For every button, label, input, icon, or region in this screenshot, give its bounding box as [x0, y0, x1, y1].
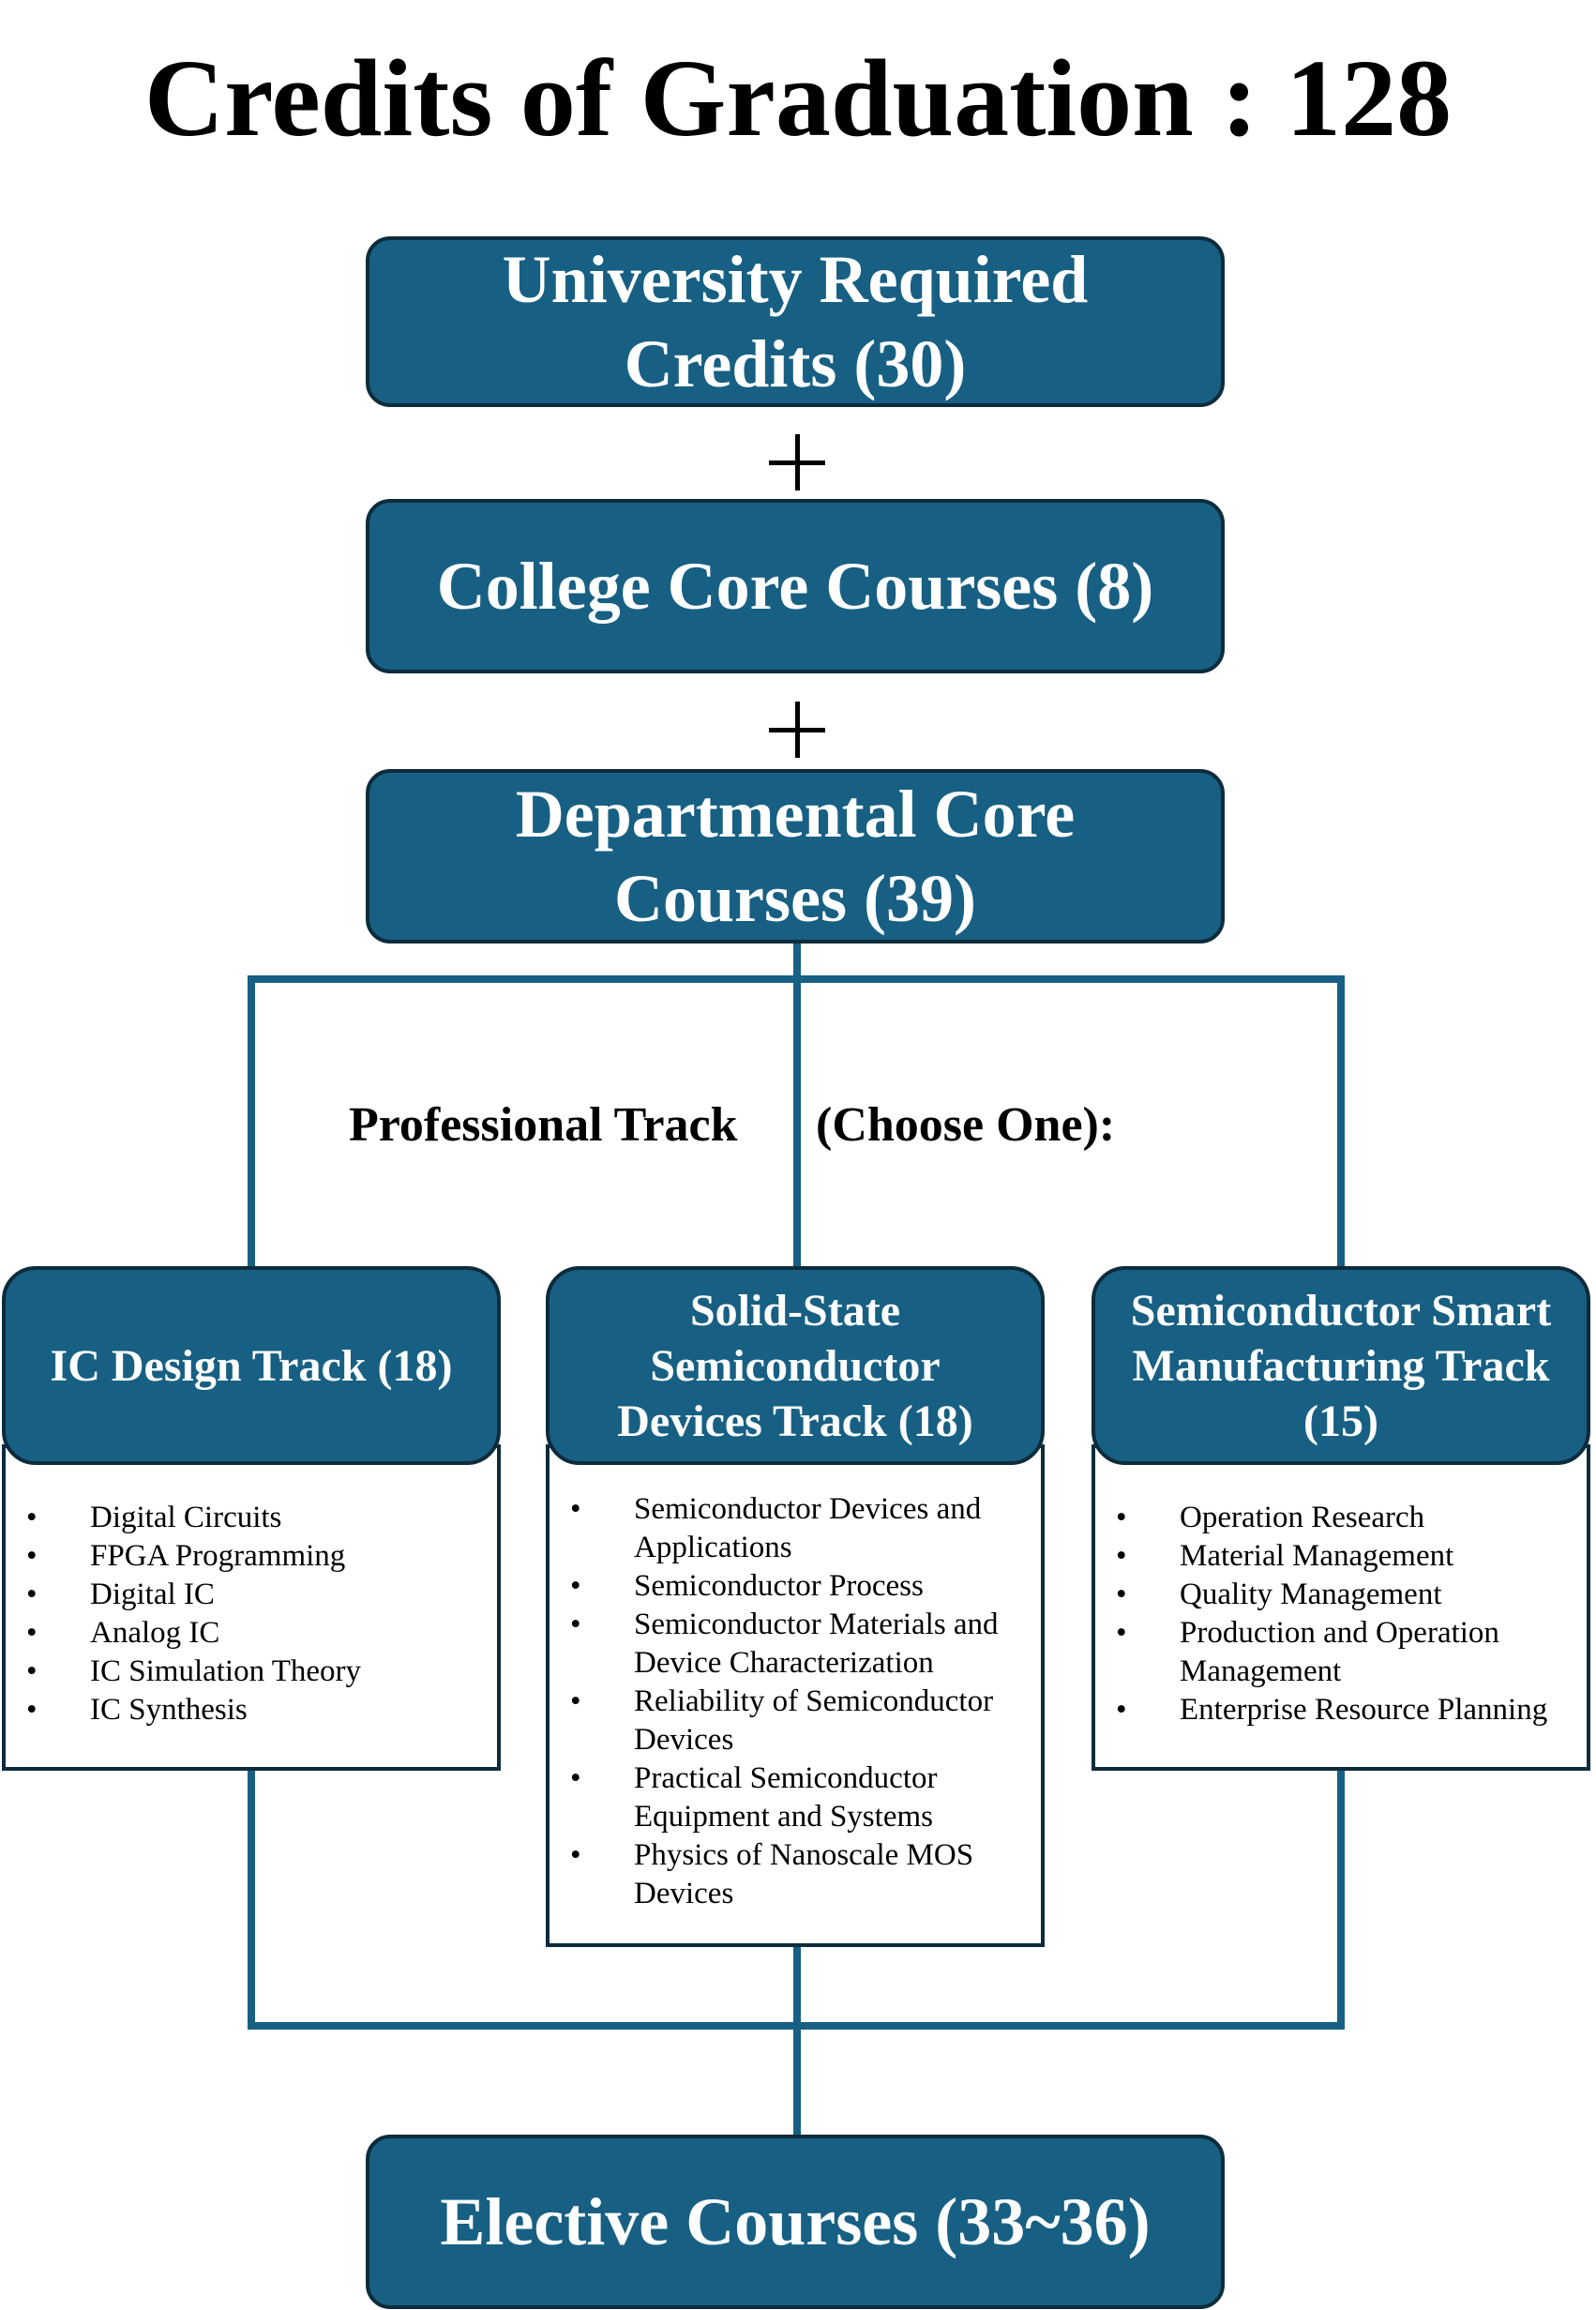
connector-top-horizontal [248, 975, 1345, 983]
elective-courses-label: Elective Courses (33~36) [440, 2184, 1151, 2259]
plus-icon [769, 692, 844, 767]
track-title-line: (15) [1303, 1396, 1378, 1446]
ic-design-course-list [2, 1444, 501, 1771]
list-item: • Analog IC [6, 1614, 497, 1653]
departmental-core-line2: Courses (39) [614, 861, 976, 936]
list-item: • FPGA Programming [6, 1537, 497, 1576]
track-title-line: Semiconductor Smart [1130, 1285, 1552, 1336]
smart-manufacturing-course-list [1092, 1444, 1590, 1771]
list-item: • Digital Circuits [6, 1499, 497, 1537]
list-item: • Quality Management [1095, 1576, 1587, 1614]
college-core-label: College Core Courses (8) [436, 549, 1154, 624]
ic-design-track-header [2, 1266, 501, 1465]
list-item: • IC Synthesis [6, 1691, 497, 1729]
list-item: • Practical Semiconductor Equipment and Systems [550, 1759, 1041, 1836]
track-title-line: Devices Track (18) [617, 1396, 973, 1446]
track-title-line: Semiconductor [650, 1340, 941, 1391]
track-title-line: Manufacturing Track [1132, 1340, 1550, 1391]
list-item: • Material Management [1095, 1537, 1587, 1576]
list-item: • Digital IC [6, 1576, 497, 1614]
list-item: • IC Simulation Theory [6, 1653, 497, 1691]
plus-icon [769, 425, 844, 500]
connector-bottom-horizontal [248, 2022, 1345, 2030]
list-item: • Semiconductor Process [550, 1567, 1041, 1606]
track-title-line: IC Design Track (18) [50, 1340, 453, 1391]
list-item: • Semiconductor Materials and Device Characterization [550, 1606, 1041, 1683]
university-required-line1: University Required [502, 242, 1089, 317]
professional-track-label: Professional Track [349, 1098, 738, 1152]
list-item: • Physics of Nanoscale MOS Devices [550, 1836, 1041, 1913]
page-title: Credits of Graduation : 128 [143, 37, 1453, 159]
track-title-line: Solid-State [689, 1285, 900, 1336]
elective-courses-box [366, 2135, 1225, 2309]
list-item: • Semiconductor Devices and Applications [550, 1490, 1041, 1567]
smart-manufacturing-track-header [1092, 1266, 1590, 1465]
university-required-box [366, 236, 1225, 407]
choose-one-label: (Choose One): [816, 1098, 1116, 1152]
university-required-line2: Credits (30) [624, 326, 967, 401]
list-item: • Operation Research [1095, 1499, 1587, 1537]
solid-state-track-header [546, 1266, 1045, 1465]
departmental-core-line1: Departmental Core [515, 777, 1076, 852]
list-item: • Production and Operation Management [1095, 1614, 1587, 1691]
solid-state-course-list [546, 1444, 1045, 1947]
departmental-core-box [366, 769, 1225, 944]
list-item: • Enterprise Resource Planning [1095, 1691, 1587, 1729]
list-item: • Reliability of Semiconductor Devices [550, 1683, 1041, 1759]
college-core-box [366, 499, 1225, 673]
